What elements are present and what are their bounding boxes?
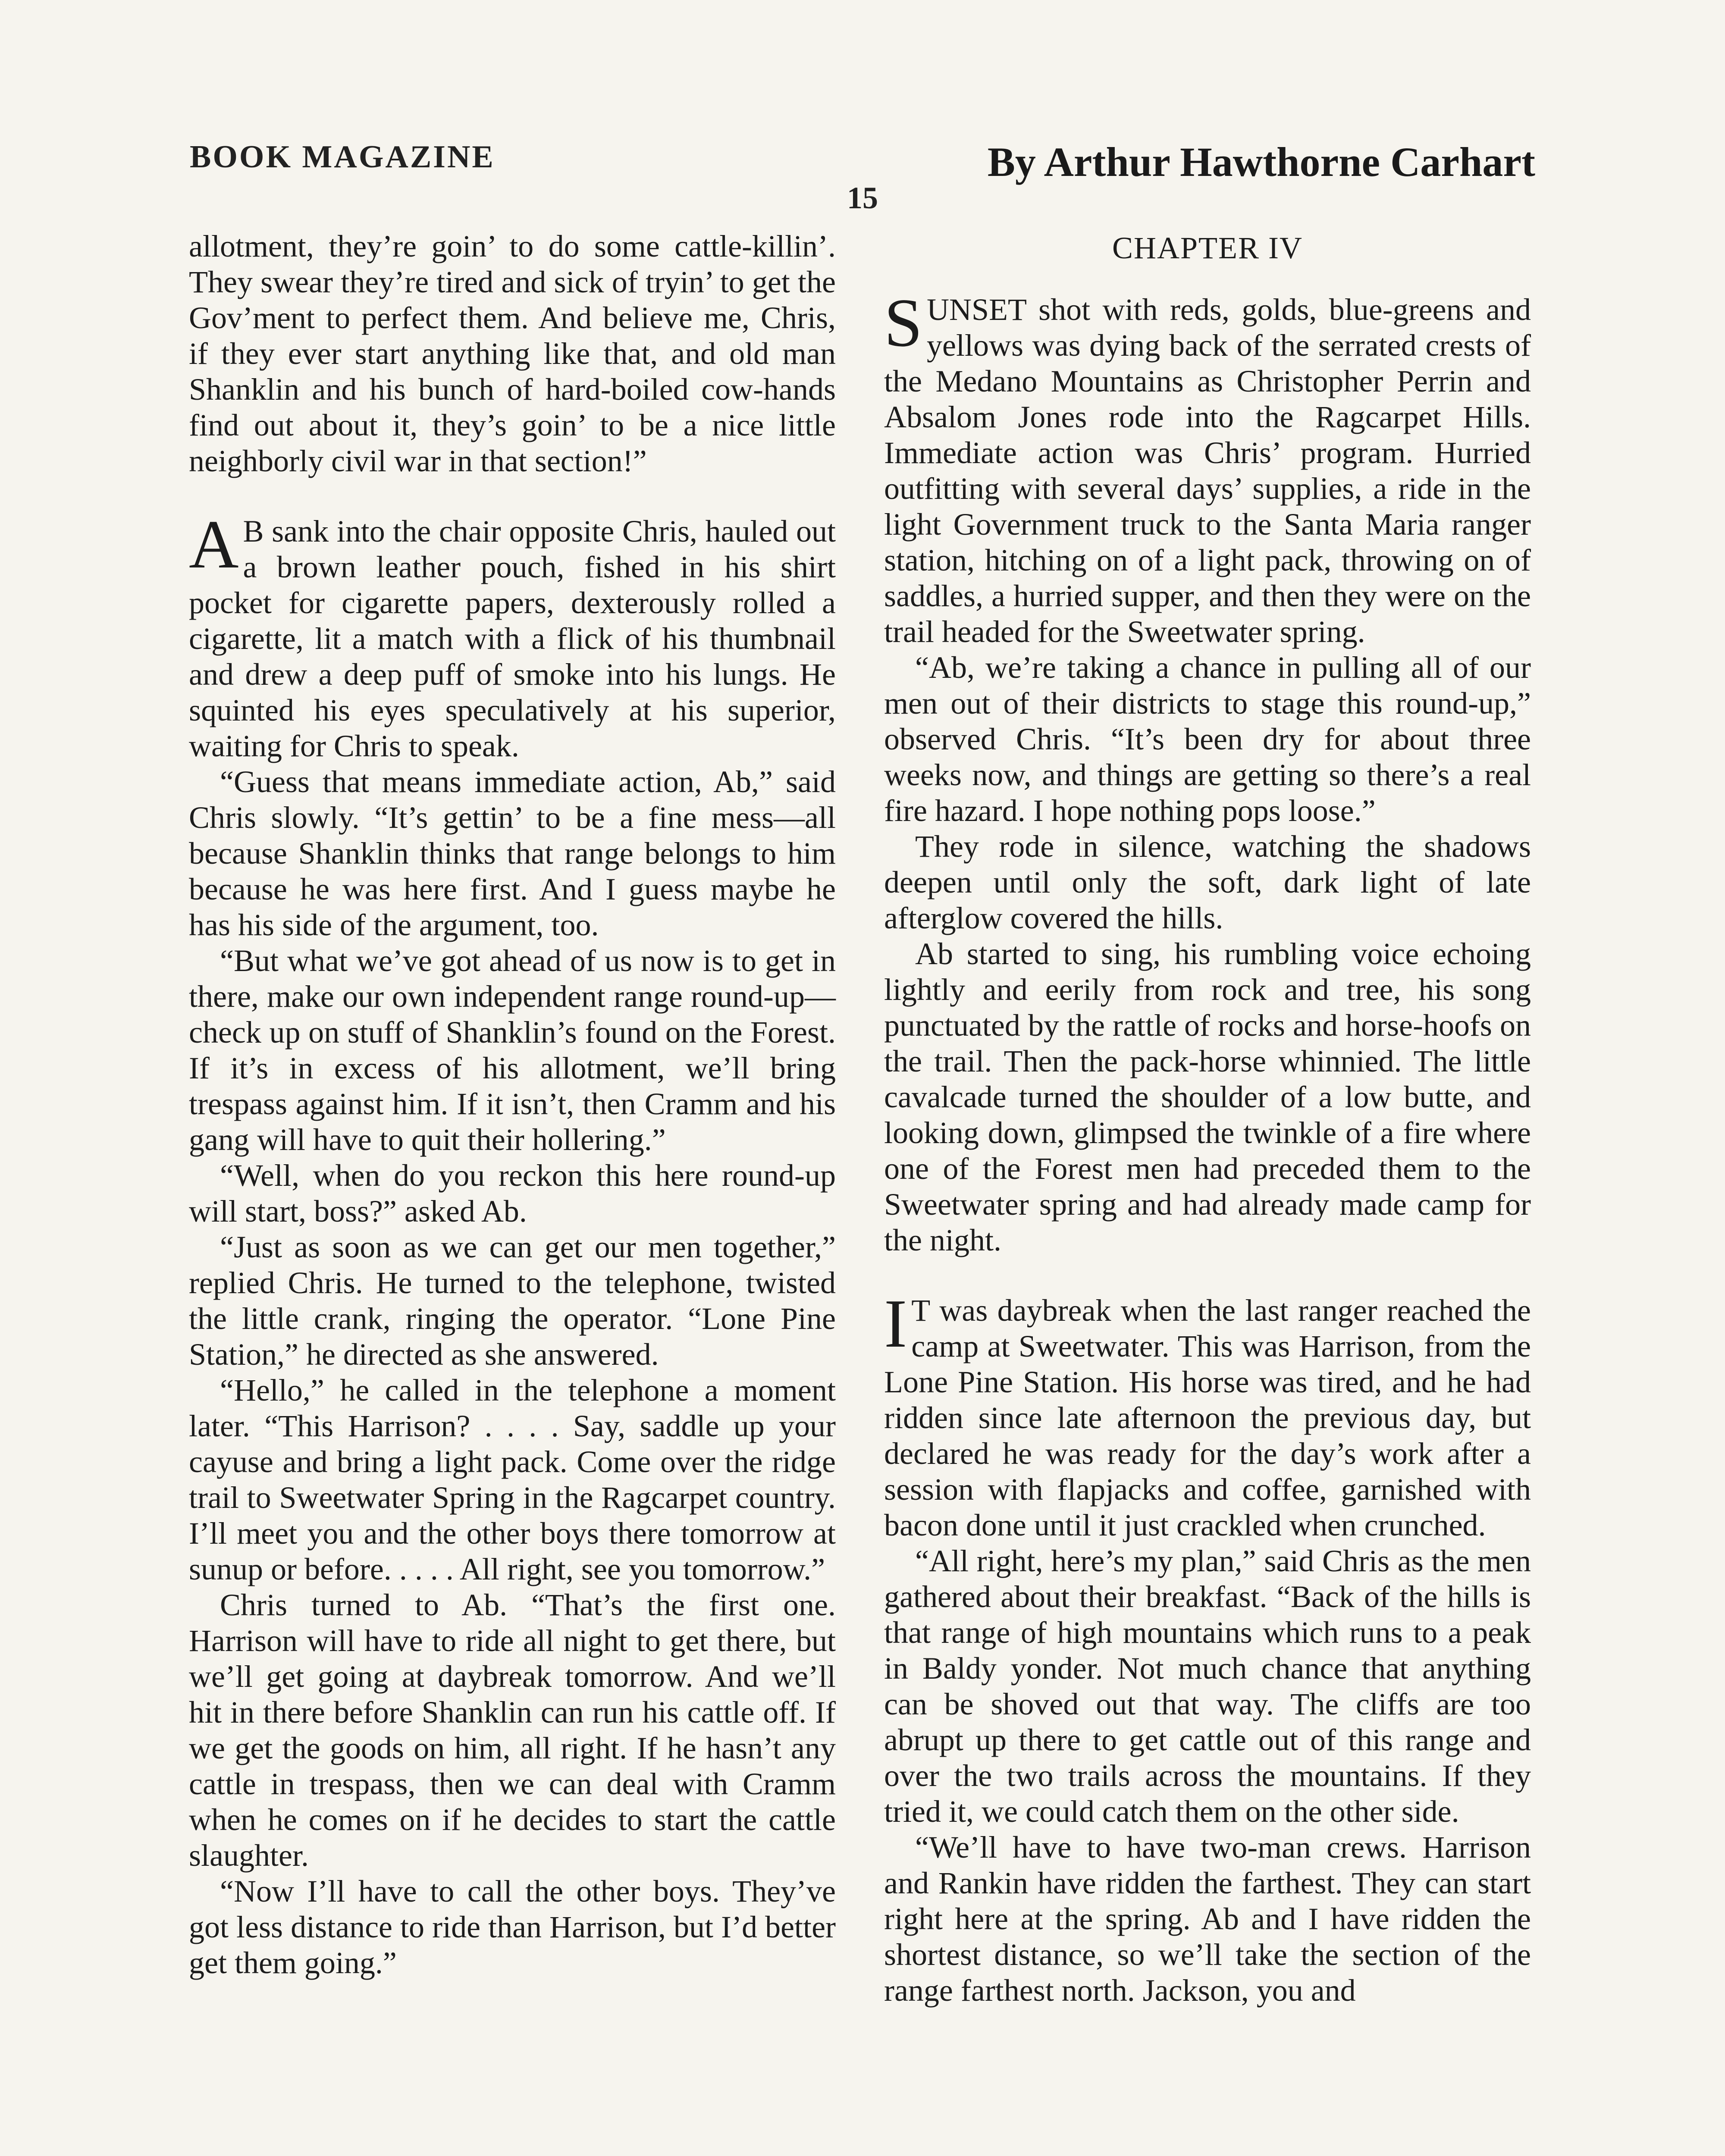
publication-title: BOOK MAGAZINE	[190, 139, 495, 175]
paragraph: “Now I’ll have to call the other boys. They’ve got less distance to ride than Harrison, but I’d better get them going.”	[189, 1874, 836, 1980]
chapter-heading: CHAPTER IV	[1112, 231, 1303, 265]
paragraph: allotment, they’re goin’ to do some cattle-killin’. They swear they’re tired and sick of tryin’ to get the Gov’ment to perfect them. And believe me, Chris, if they ever start anything like that, and old man Shanklin and his bunch of hard-boiled cow-hands find out about it, they’s goin’ to be a nice little neighborly civil war in that section!”	[189, 229, 836, 478]
paragraph: Chris turned to Ab. “That’s the first one. Harrison will have to ride all night to get there, but we’ll get going at daybreak tomorrow. And we’ll hit in there before Shanklin can run his cattle off. If we get the goods on him, all right. If he hasn’t any cattle in trespass, then we can deal with Cramm when he comes on if he decides to start the cattle slaughter.	[189, 1588, 836, 1873]
drop-cap: A	[189, 506, 239, 583]
paragraph-dropcap	[189, 506, 836, 764]
left-column	[189, 229, 836, 1981]
paragraph-dropcap	[884, 1285, 1531, 1543]
paragraph: Ab started to sing, his rumbling voice echoing lightly and eerily from rock and tree, his song punctuated by the rattle of rocks and horse-hoofs on the trail. Then the pack-horse whinnied. The little cavalcade turned the shoulder of a low butte, and looking down, glimpsed the twinkle of a fire where one of the Forest men had preceded them to the Sweetwater spring and had already made camp for the night.	[884, 937, 1531, 1257]
paragraph: They rode in silence, watching the shadows deepen until only the soft, dark light of late afterglow covered the hills.	[884, 829, 1531, 935]
paragraph: “Well, when do you reckon this here round-up will start, boss?” asked Ab.	[189, 1158, 836, 1228]
right-column	[884, 229, 1531, 2009]
author-byline: By Arthur Hawthorne Carhart	[987, 139, 1535, 185]
paragraph: “Guess that means immediate action, Ab,” said Chris slowly. “It’s gettin’ to be a fine mess—all because Shanklin thinks that range belongs to him because he was here first. And I guess maybe he has his side of the argument, too.	[189, 765, 836, 942]
paragraph-text: T was daybreak when the last ranger reached the camp at Sweetwater. This was Harrison, from the Lone Pine Station. His horse was tired, and he had ridden since late afternoon the previous day, but declared he was ready for the day’s work after a session with flapjacks and coffee, garnished with bacon done until it just crackled when crunched.	[884, 1293, 1531, 1542]
paragraph: “Hello,” he called in the telephone a moment later. “This Harrison? . . . . Say, saddle up your cayuse and bring a light pack. Come over the ridge trail to Sweetwater Spring in the Ragcarpet country. I’ll meet you and the other boys there tomorrow at sunup or before. . . . . All right, see you tomorrow.”	[189, 1373, 836, 1586]
page-number: 15	[847, 181, 878, 215]
paragraph-dropcap	[884, 284, 1531, 650]
drop-cap: I	[884, 1285, 907, 1362]
paragraph: “But what we’ve got ahead of us now is to get in there, make our own independent range round-up—check up on stuff of Shanklin’s found on the Forest. If it’s in excess of his allotment, we’ll bring trespass against him. If it isn’t, then Cramm and his gang will have to quit their hollering.”	[189, 943, 836, 1157]
drop-cap: S	[884, 284, 922, 361]
paragraph: “Ab, we’re taking a chance in pulling all of our men out of their districts to stage this round-up,” observed Chris. “It’s been dry for about three weeks now, and things are getting so there’s a real fire hazard. I hope nothing pops loose.”	[884, 650, 1531, 828]
paragraph: “All right, here’s my plan,” said Chris as the men gathered about their breakfast. “Back of the hills is that range of high mountains which runs to a peak in Baldy yonder. Not much chance that anything can be shoved out that way. The cliffs are too abrupt up there to get cattle out of this range and over the two trails across the mountains. If they tried it, we could catch them on the other side.	[884, 1544, 1531, 1829]
paragraph-text: B sank into the chair opposite Chris, hauled out a brown leather pouch, fished in his shirt pocket for cigarette papers, dexterously rolled a cigarette, lit a match with a flick of his thumbnail and drew a deep puff of smoke into his lungs. He squinted his eyes speculatively at his superior, waiting for Chris to speak.	[189, 514, 836, 763]
paragraph: “We’ll have to have two-man crews. Harrison and Rankin have ridden the farthest. They can start right here at the spring. Ab and I have ridden the shortest distance, so we’ll take the section of the range farthest north. Jackson, you and	[884, 1830, 1531, 2008]
paragraph-text: UNSET shot with reds, golds, blue-greens and yellows was dying back of the serrated crests of the Medano Mountains as Christopher Perrin and Absalom Jones rode into the Ragcarpet Hills. Immediate action was Chris’ program. Hurried outfitting with several days’ supplies, a ride in the light Government truck to the Santa Maria ranger station, hitching on of a light pack, throwing on of saddles, a hurried supper, and then they were on the trail headed for the Sweetwater spring.	[884, 292, 1531, 649]
paragraph: “Just as soon as we can get our men together,” replied Chris. He turned to the telephone, twisted the little crank, ringing the operator. “Lone Pine Station,” he directed as she answered.	[189, 1230, 836, 1372]
